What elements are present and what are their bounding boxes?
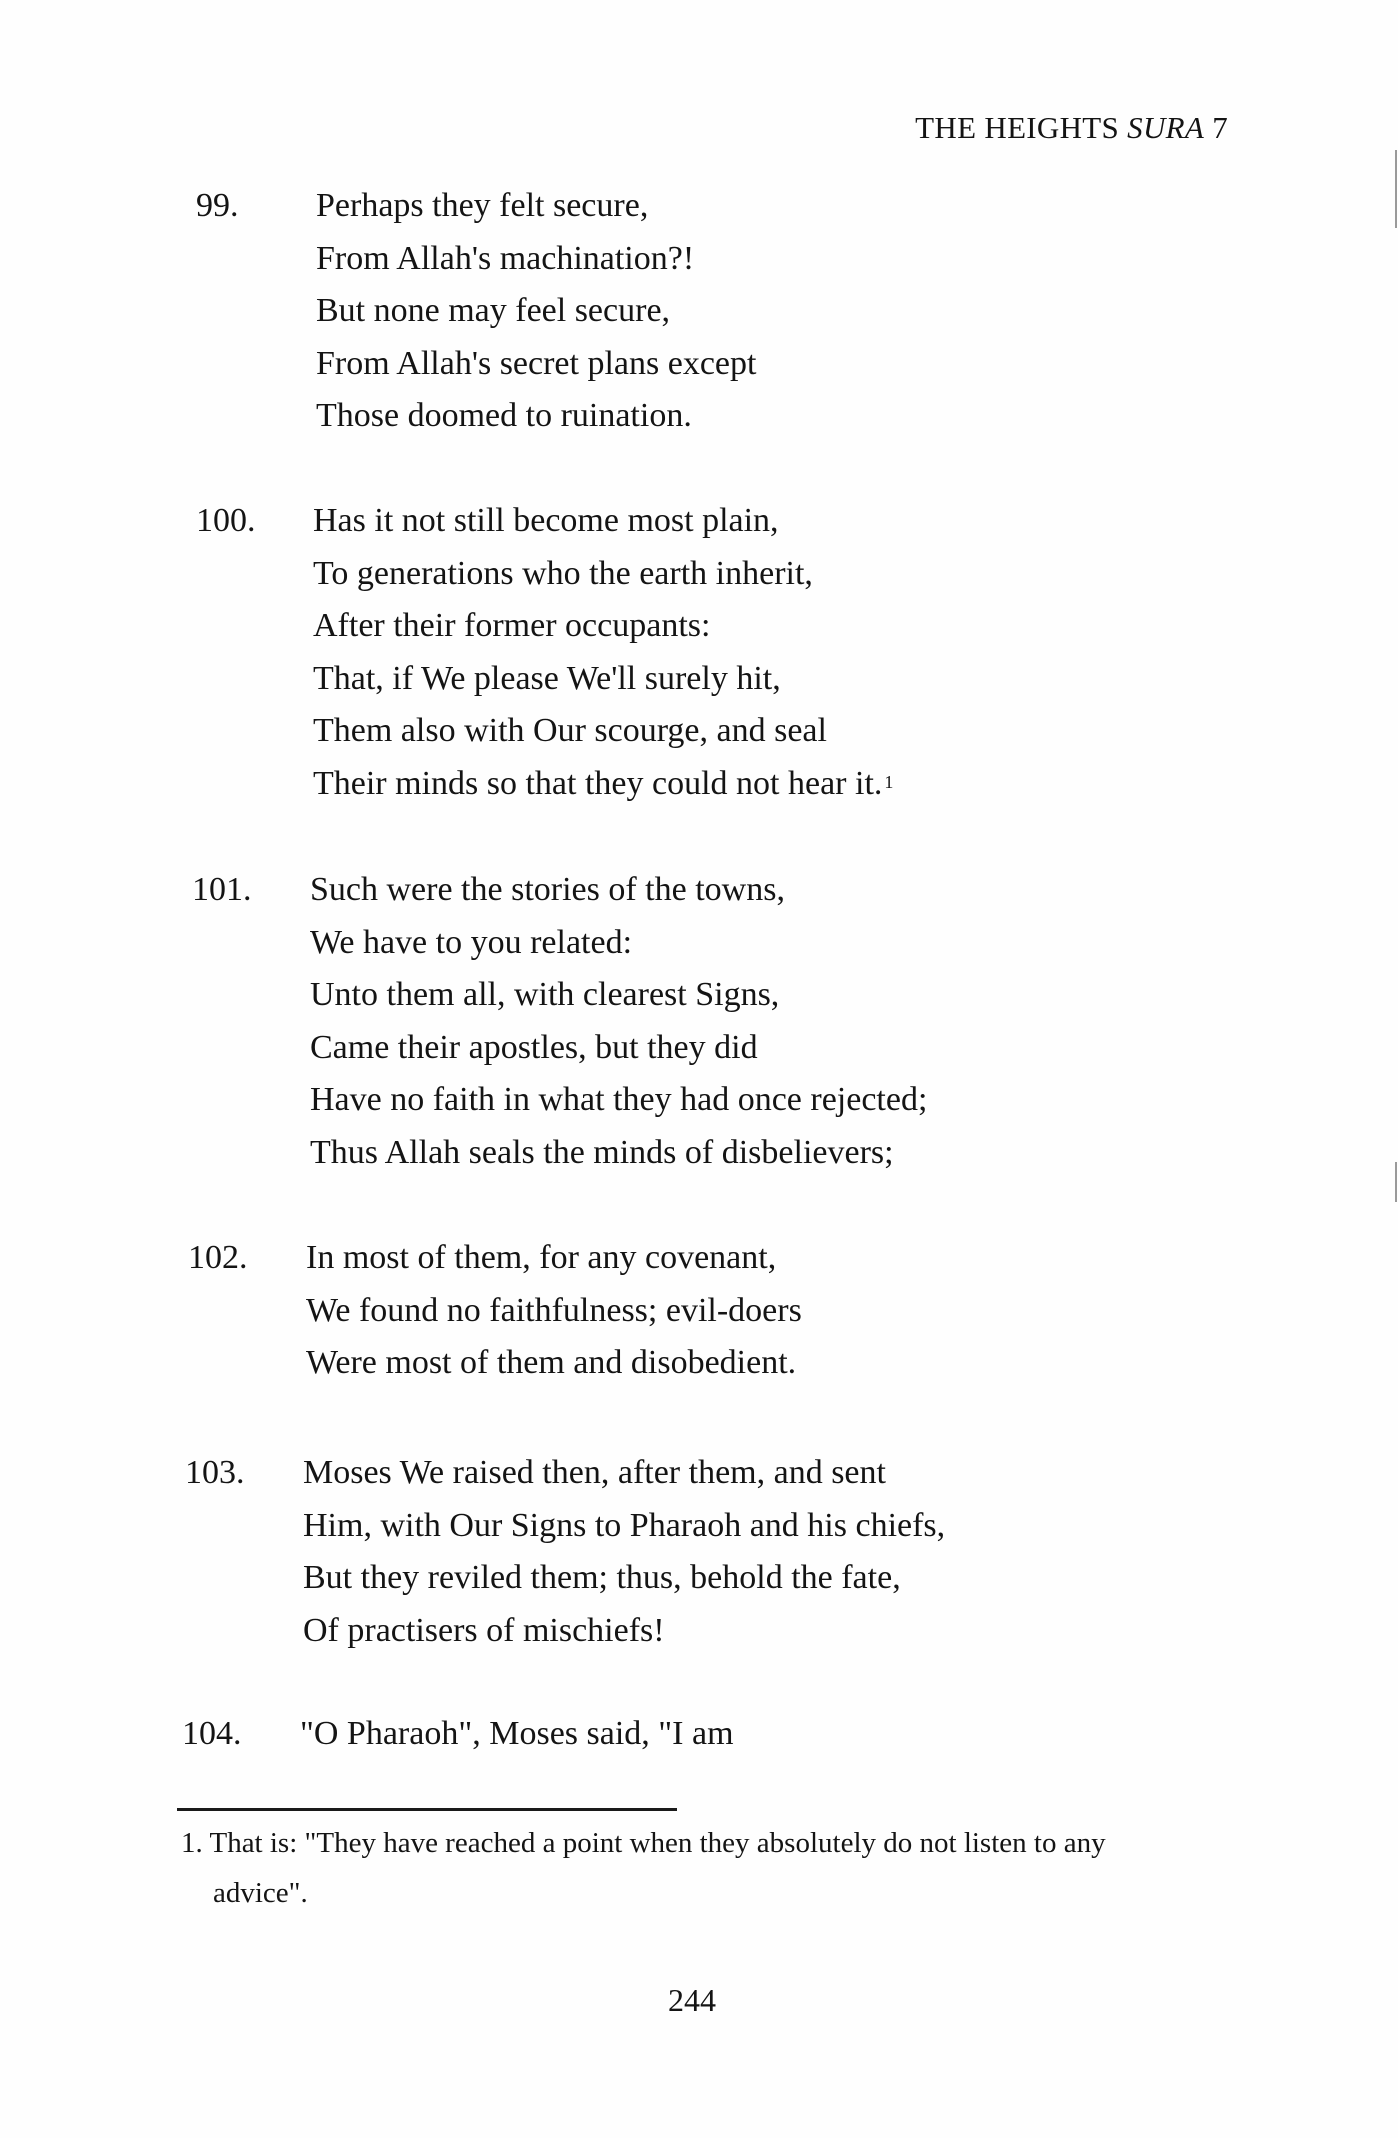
running-head [915, 108, 1228, 148]
verse-lines [310, 864, 927, 1179]
verse-line: Thus Allah seals the minds of disbelievers; [310, 1133, 894, 1171]
verse-line: Were most of them and disobedient. [306, 1344, 797, 1381]
verse-lines [316, 180, 756, 443]
verse-line: That, if We please We'll surely hit, [313, 659, 781, 697]
verse-line: But none may feel secure, [316, 292, 671, 329]
verse-number: 104. [182, 1715, 242, 1752]
verse-line: We have to you related: [310, 923, 633, 961]
verse-lines [300, 1708, 734, 1761]
footnote-reference[interactable]: 1 [884, 771, 894, 792]
verse-number: 99. [196, 187, 239, 224]
verse-line: To generations who the earth inherit, [313, 554, 813, 592]
verse-number: 102. [188, 1239, 248, 1276]
footnote [181, 1818, 1106, 1918]
verse-line: Those doomed to ruination. [316, 397, 692, 434]
page-number: 244 [668, 1982, 716, 2018]
verse-line: Perhaps they felt secure, [316, 187, 649, 224]
verse-line: We found no faithfulness; evil-doers [306, 1291, 802, 1329]
running-head-sura-label: SURA [1127, 110, 1205, 145]
verse-line: "O Pharaoh", Moses said, "I am [300, 1715, 734, 1752]
verse-line: Have no faith in what they had once rejected; [310, 1081, 928, 1118]
verse-line: But they reviled them; thus, behold the fate, [303, 1559, 901, 1596]
verse-number: 101. [192, 871, 252, 908]
verse-number: 103. [185, 1454, 245, 1491]
verse-line: Them also with Our scourge, and seal [313, 712, 827, 749]
verse-line: Has it not still become most plain, [313, 502, 779, 539]
verse-line: Such were the stories of the towns, [310, 871, 785, 908]
verse-line: Of practisers of mischiefs! [303, 1611, 665, 1649]
footnote-line: advice". [213, 1877, 308, 1909]
verse-line: From Allah's secret plans except [316, 344, 757, 382]
verse-line: Moses We raised then, after them, and sent [303, 1454, 886, 1491]
verse-line: From Allah's machination?! [316, 239, 695, 277]
verse-line: Their minds so that they could not hear it. [313, 764, 883, 802]
running-head-title: THE HEIGHTS [915, 110, 1120, 145]
footnote-line: 1. That is: "They have reached a point when they absolutely do not listen to any [181, 1827, 1106, 1859]
verse-number: 100. [196, 502, 256, 539]
verse-lines [303, 1447, 945, 1657]
verse-line: After their former occupants: [313, 607, 711, 644]
scan-edge-mark [1395, 150, 1397, 228]
scan-edge-mark [1395, 1162, 1397, 1202]
verse-line: In most of them, for any covenant, [306, 1239, 777, 1276]
verse-line: Unto them all, with clearest Signs, [310, 976, 780, 1013]
verse-lines [306, 1232, 802, 1390]
verse-line: Came their apostles, but they did [310, 1028, 758, 1066]
verse-line: Him, with Our Signs to Pharaoh and his chiefs, [303, 1506, 946, 1544]
verse-lines [313, 495, 893, 810]
running-head-sura-number: 7 [1212, 110, 1228, 145]
verse-line-with-note [313, 758, 893, 811]
footnote-divider [177, 1808, 677, 1811]
